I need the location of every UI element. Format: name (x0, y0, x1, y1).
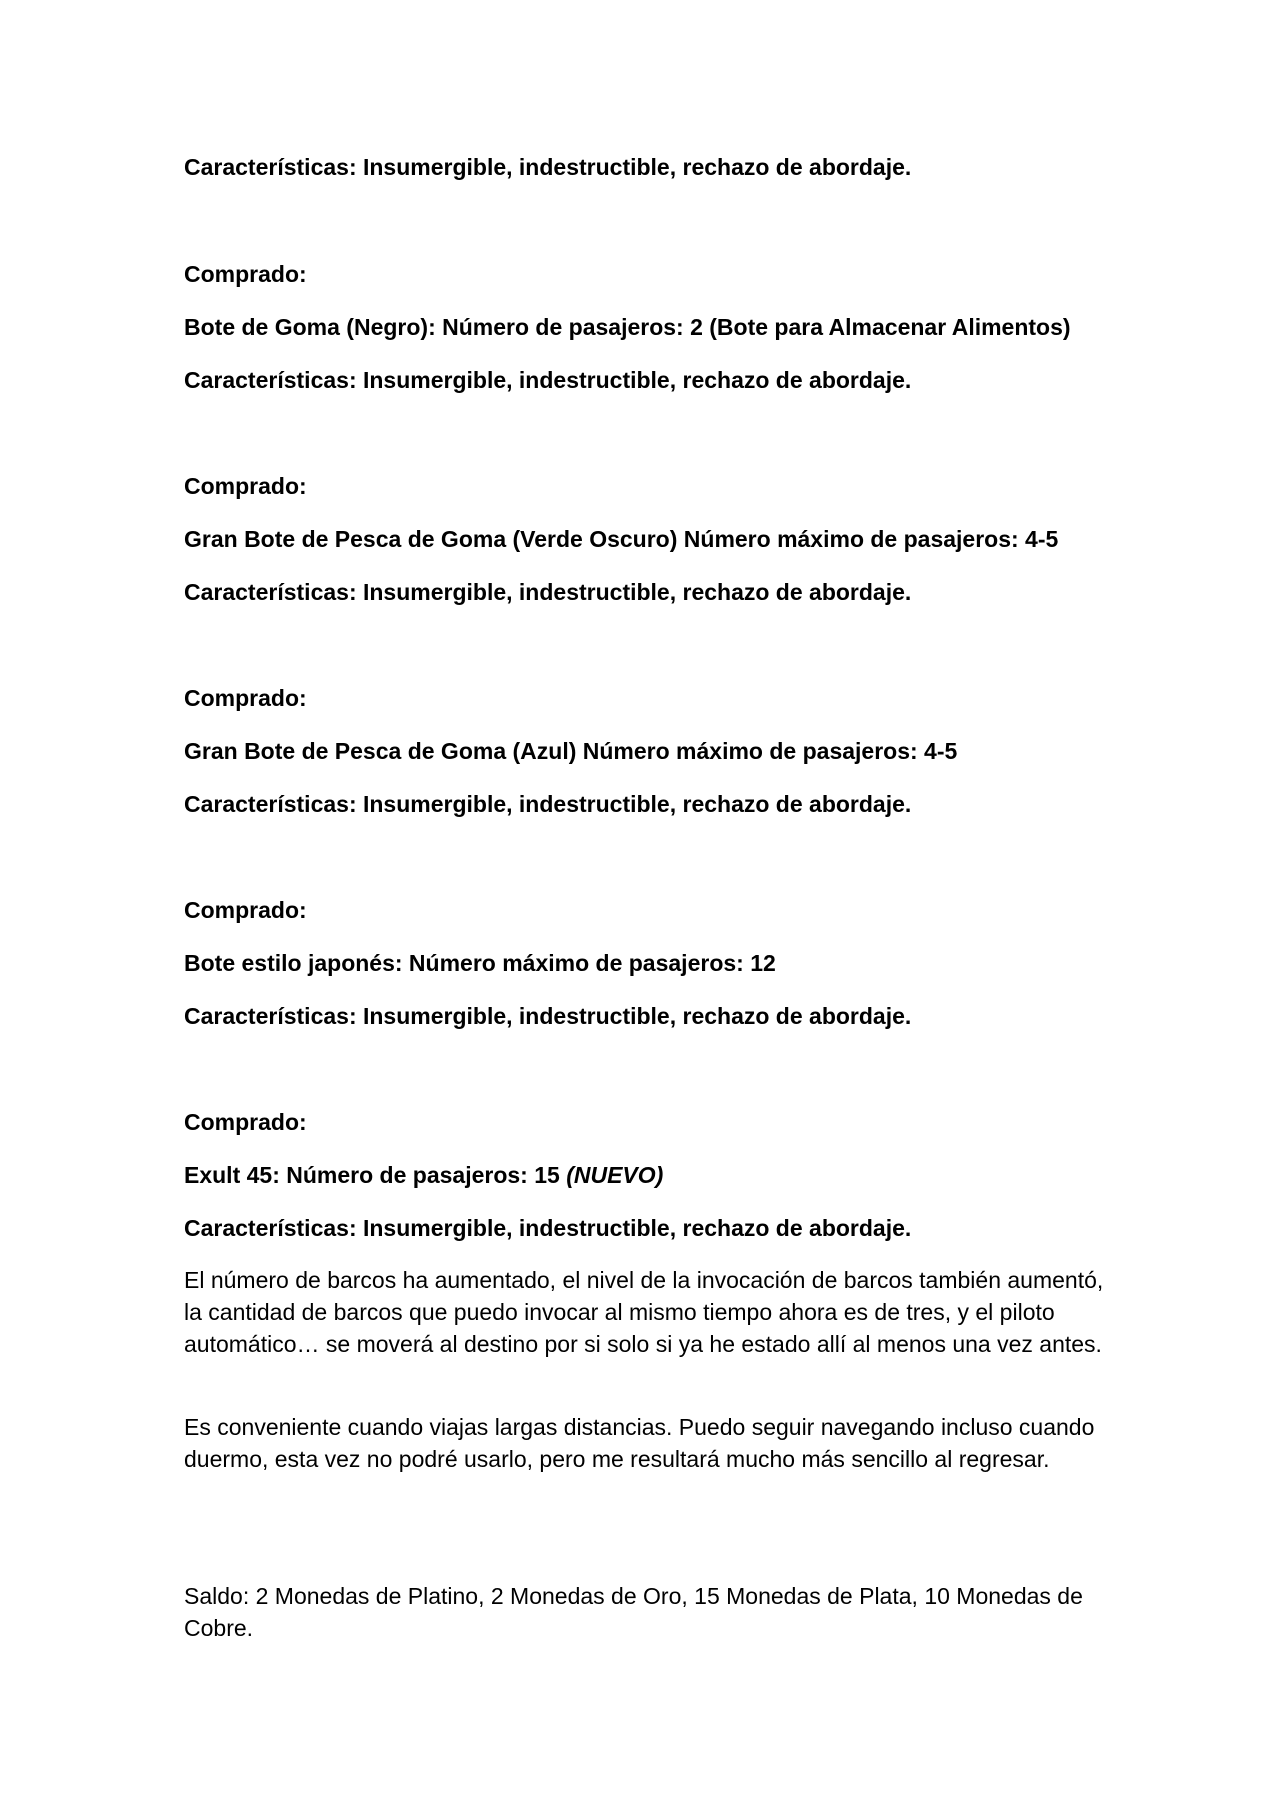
boat-name: Gran Bote de Pesca de Goma (Verde Oscuro) Número máximo de pasajeros: 4-5 (184, 526, 1059, 552)
balance-line: Saldo: 2 Monedas de Platino, 2 Monedas de Oro, 15 Monedas de Plata, 10 Monedas de Cobre. (184, 1583, 1083, 1641)
features-line: Características: Insumergible, indestructible, rechazo de abordaje. (184, 367, 912, 393)
new-tag: (NUEVO) (566, 1162, 664, 1188)
purchase-status: Comprado: (184, 261, 307, 287)
features-line: Características: Insumergible, indestructible, rechazo de abordaje. (184, 791, 912, 817)
features-line: Características: Insumergible, indestructible, rechazo de abordaje. (184, 154, 912, 180)
features-line: Características: Insumergible, indestructible, rechazo de abordaje. (184, 1003, 912, 1029)
purchase-status: Comprado: (184, 685, 307, 711)
boat-name: Bote de Goma (Negro): Número de pasajeros: 2 (Bote para Almacenar Alimentos) (184, 314, 1071, 340)
features-line: Características: Insumergible, indestructible, rechazo de abordaje. (184, 1215, 912, 1241)
purchase-status: Comprado: (184, 473, 307, 499)
boat-name: Gran Bote de Pesca de Goma (Azul) Número máximo de pasajeros: 4-5 (184, 738, 958, 764)
boat-name-line (184, 1161, 663, 1189)
purchase-status: Comprado: (184, 897, 307, 923)
narrative-paragraph: El número de barcos ha aumentado, el nivel de la invocación de barcos también aumentó, la cantidad de barcos que puedo invocar al mismo tiempo ahora es de tres, y el piloto automático… se moverá al destino por si solo si ya he estado allí al menos una vez antes. (184, 1267, 1104, 1357)
boat-name: Exult 45: Número de pasajeros: 15 (184, 1162, 560, 1188)
features-line: Características: Insumergible, indestructible, rechazo de abordaje. (184, 579, 912, 605)
purchase-status: Comprado: (184, 1109, 307, 1135)
boat-name: Bote estilo japonés: Número máximo de pasajeros: 12 (184, 950, 776, 976)
narrative-paragraph: Es conveniente cuando viajas largas distancias. Puedo seguir navegando incluso cuando duermo, esta vez no podré usarlo, pero me resultará mucho más sencillo al regresar. (184, 1414, 1095, 1472)
